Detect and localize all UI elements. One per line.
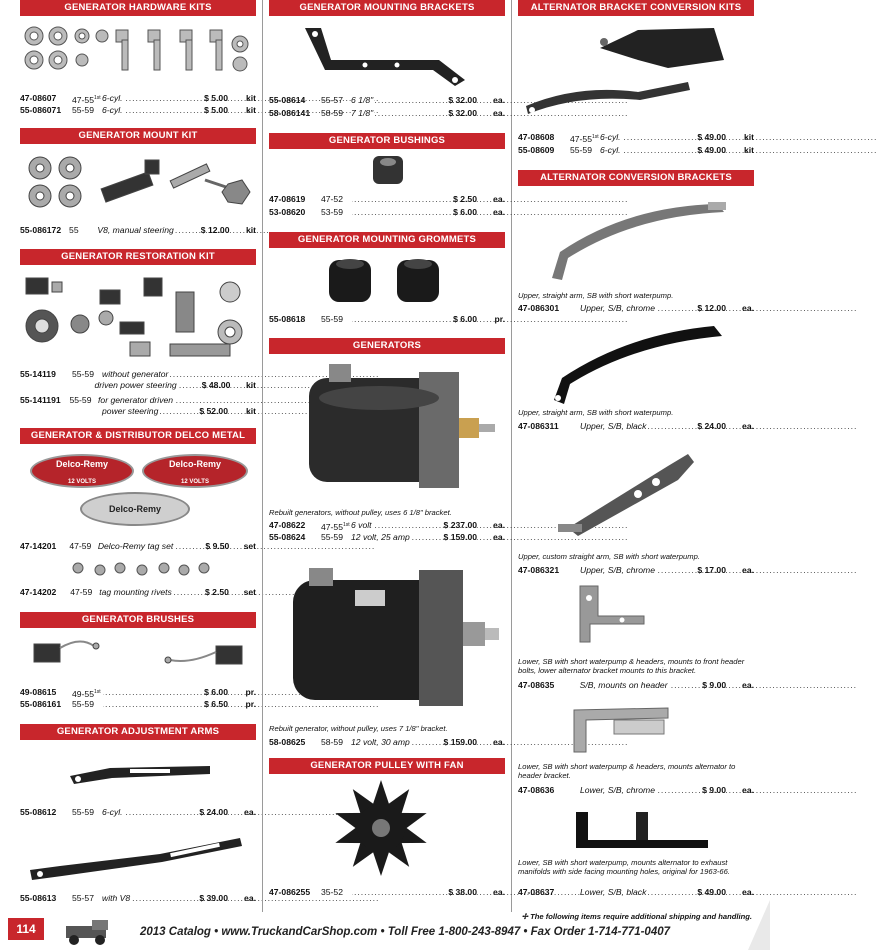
restoration-kit-image: [20, 272, 256, 362]
table-row: 47-08622 $47-55^{1st}$ 6 volt ..... $ 237.00 ea.: [269, 519, 505, 531]
section-header: GENERATOR PULLEY WITH FAN: [269, 758, 505, 774]
caption: Lower, SB with short waterpump, mounts alternator to exhaust manifolds with side facing mounting holes, original for 1963-66.: [518, 858, 730, 876]
bracket-custom-chrome-image: [518, 440, 754, 546]
table-row: 55-141191 55-59 for generator driven .....: [20, 394, 256, 406]
adjustment-arm-v8-image: [20, 828, 256, 888]
table-row: 47-086311 Upper, S/B, black ..... $ 24.00 ea.: [518, 420, 754, 432]
table-row: 47-14202 47-59 tag mounting rivets ..... $ 2.50 set: [20, 586, 256, 598]
table-row: 47-14201 47-59 Delco-Remy tag set ..... $ 9.50 set: [20, 540, 256, 552]
table-row: 58-08625 58-59 12 volt, 30 amp ..... $ 159.00 ea.: [269, 736, 505, 748]
caption: Rebuilt generator, without pulley, uses 7 1/8" bracket.: [269, 724, 448, 733]
table-row: 55-086071 55-59 6-cyl. ..... $ 5.00 kit: [20, 104, 256, 116]
bracket-lower-chrome-image: [518, 700, 754, 758]
section-generator-mount-kit: [20, 128, 256, 144]
shipping-note: ✢ The following items require additional shipping and handling.: [521, 912, 752, 921]
table-row: 58-086141 58-59 7 1/8" ..... $ 32.00 ea.: [269, 107, 505, 119]
section-generator-adjustment-arms: [20, 724, 256, 740]
section-generators: [269, 338, 505, 354]
rivets-image: [20, 558, 256, 584]
bracket-lower-header-image: [518, 582, 754, 652]
brushes-image: [20, 634, 256, 678]
section-generator-mounting-grommets: [269, 232, 505, 248]
column-divider: [262, 0, 263, 912]
truck-logo-icon: [58, 916, 128, 946]
generator-12volt-image: [269, 560, 505, 718]
table-row: 47-08607 $47-55^{1st}$ 6-cyl. ..... $ 5.00 kit: [20, 92, 256, 104]
table-row: 55-08624 55-59 12 volt, 25 amp ..... $ 159.00 ea.: [269, 531, 505, 543]
section-header: GENERATOR BRUSHES: [20, 612, 256, 628]
section-alternator-conversion-brackets: [518, 170, 754, 186]
section-generator-brushes: [20, 612, 256, 628]
delco-tag-red: Delco-Remy 12 VOLTS: [30, 454, 134, 488]
table-row: 55-08614 55-57 6 1/8" ..... $ 32.00 ea.: [269, 94, 505, 106]
section-generator-bushings: [269, 133, 505, 149]
table-row: 47-08619 47-52 ..... $ 2.50 ea.: [269, 193, 505, 205]
footer-catalog-line: 2013 Catalog • www.TruckandCarShop.com • Toll Free 1-800-243-8947 • Fax Order 1-714-771-0407: [140, 926, 671, 938]
table-row: 53-08620 53-59 ..... $ 6.00 ea.: [269, 206, 505, 218]
table-row: 55-08618 55-59 ..... $ 6.00 pr.: [269, 313, 505, 325]
section-generator-pulley-with-fan: [269, 758, 505, 774]
table-row: 47-086301 Upper, S/B, chrome ..... $ 12.00 ea.: [518, 302, 754, 314]
section-header: GENERATOR MOUNT KIT: [20, 128, 256, 144]
section-header: GENERATOR BUSHINGS: [269, 133, 505, 149]
table-row: 55-14119 55-59 without generator .....: [20, 368, 256, 380]
section-header: GENERATOR RESTORATION KIT: [20, 249, 256, 265]
mounting-bracket-image: [269, 20, 505, 90]
delco-tags-image: [20, 450, 256, 528]
table-row: 55-08613 55-57 with V8 ..... $ 39.00 ea.: [20, 892, 256, 904]
section-header: GENERATOR HARDWARE KITS: [20, 0, 256, 16]
table-row: 47-08635 S/B, mounts on header ..... $ 9.00 ea.: [518, 679, 754, 691]
page-number: 114: [8, 918, 44, 940]
pulley-fan-image: [269, 776, 505, 882]
section-header: GENERATOR & DISTRIBUTOR DELCO METAL TAGS: [20, 428, 256, 444]
table-row: 55-08609 55-59 6-cyl. ..... $ 49.00 kit: [518, 144, 754, 156]
caption: Upper, straight arm, SB with short waterpump.: [518, 408, 674, 417]
caption: Upper, straight arm, SB with short waterpump.: [518, 291, 674, 300]
section-generator-mounting-brackets: [269, 0, 505, 16]
caption: Lower, SB with short waterpump & headers, mounts to front header bolts, lower alternator bracket mounts to this bracket.: [518, 657, 745, 675]
section-header: GENERATOR ADJUSTMENT ARMS: [20, 724, 256, 740]
bracket-upper-chrome-image: [518, 192, 754, 284]
hardware-kit-image: [20, 22, 256, 82]
caption: Rebuilt generators, without pulley, uses 6 1/8" bracket.: [269, 508, 452, 517]
table-row: 47-086321 Upper, S/B, chrome ..... $ 17.00 ea.: [518, 564, 754, 576]
table-row: 47-08637 Lower, S/B, black ..... $ 49.00 ea.: [518, 886, 754, 898]
section-alternator-bracket-conversion-kits: [518, 0, 754, 16]
grommets-image: [269, 254, 505, 310]
table-row: 55-086161 55-59 ..... $ 6.50 pr.: [20, 698, 256, 710]
section-generator-restoration-kit: [20, 249, 256, 265]
caption: Upper, custom straight arm, SB with short waterpump.: [518, 552, 700, 561]
page-corner-decoration: [748, 900, 770, 950]
table-row: 55-086172 55 V8, manual steering ..... $ 12.00 kit: [20, 224, 256, 236]
section-header: GENERATORS: [269, 338, 505, 354]
section-delco-metal-tags: [20, 428, 256, 457]
bracket-lower-black-image: [518, 806, 754, 854]
table-row: power steering ..... $ 52.00 kit: [20, 405, 256, 417]
table-row: 47-08608 $47-55^{1st}$ 6-cyl. ..... $ 49.00 kit: [518, 131, 754, 143]
bushing-image: [269, 152, 505, 188]
table-row: 55-08612 55-59 6-cyl. ..... $ 24.00 ea.: [20, 806, 256, 818]
delco-tag-red: Delco-Remy 12 VOLTS: [142, 454, 248, 488]
table-row: 47-086255 35-52 ..... $ 38.00 ea.: [269, 886, 505, 898]
mount-kit-image: [20, 150, 256, 216]
bracket-upper-black-image: [518, 318, 754, 406]
section-header: ALTERNATOR BRACKET CONVERSION KITS: [518, 0, 754, 16]
section-generator-hardware-kits: [20, 0, 256, 16]
section-header: ALTERNATOR CONVERSION BRACKETS: [518, 170, 754, 186]
caption: Lower, SB with short waterpump & headers, mounts alternator to header bracket.: [518, 762, 736, 780]
adjustment-arm-6cyl-image: [20, 748, 256, 798]
delco-tag-silver: Delco-Remy: [80, 492, 190, 526]
table-row: 49-08615 $49-55^{1st}$ ..... $ 6.00 pr.: [20, 686, 256, 698]
generator-6volt-image: [269, 358, 505, 504]
conversion-kit-image: [518, 20, 754, 124]
table-row: driven power steering ..... $ 48.00 kit: [20, 379, 256, 391]
section-header: GENERATOR MOUNTING BRACKETS: [269, 0, 505, 16]
column-divider: [511, 0, 512, 912]
table-row: 47-08636 Lower, S/B, chrome ..... $ 9.00 ea.: [518, 784, 754, 796]
section-header: GENERATOR MOUNTING GROMMETS: [269, 232, 505, 248]
